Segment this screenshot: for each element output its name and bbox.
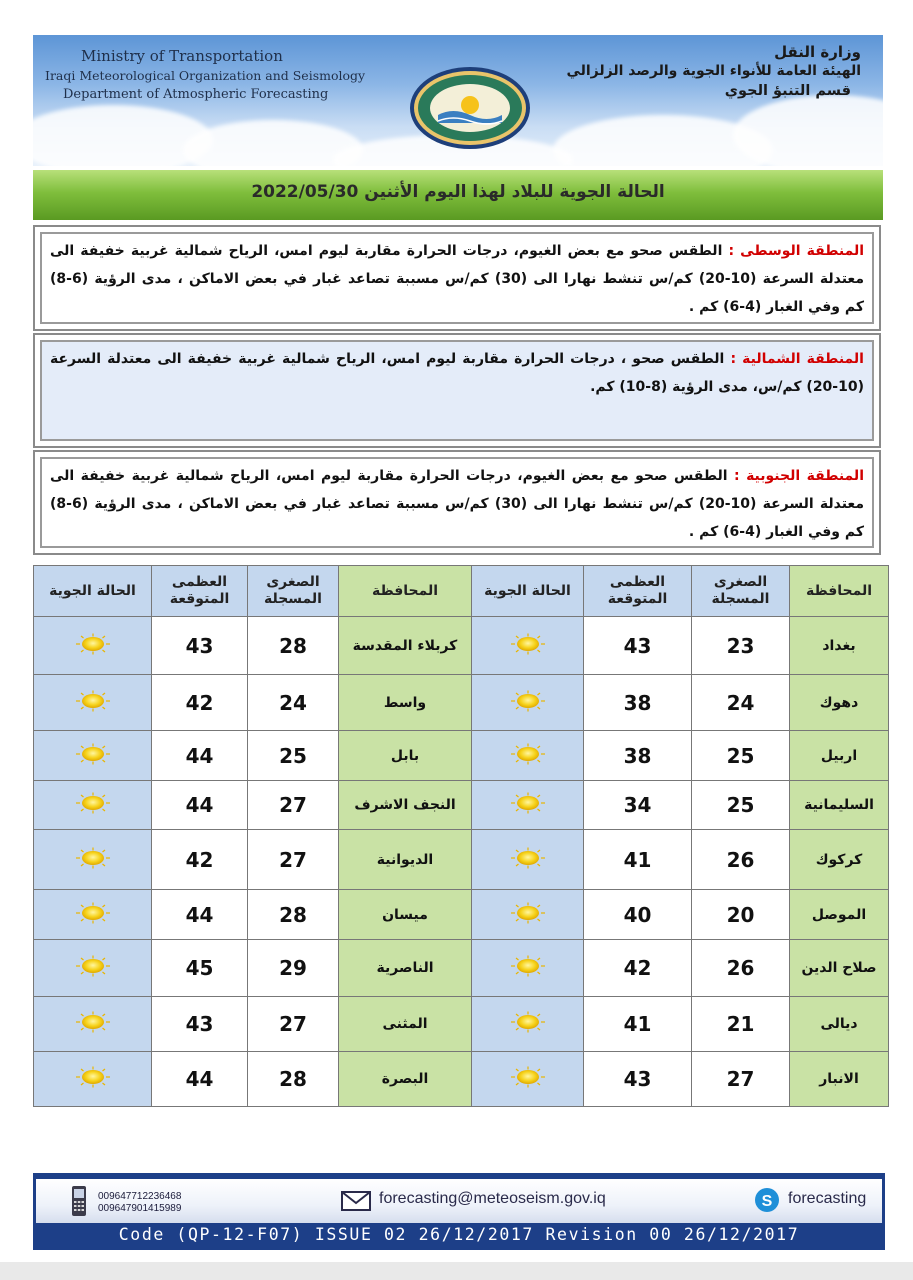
table-row bbox=[34, 940, 889, 997]
governorate-cell: الناصرية bbox=[339, 940, 472, 997]
governorate-cell: كركوك bbox=[790, 830, 889, 890]
min-temp-cell: 27 bbox=[248, 830, 339, 890]
max-temp-cell: 44 bbox=[152, 731, 248, 781]
header-max-right: العظمى المتوقعة bbox=[584, 566, 692, 617]
sun-icon bbox=[508, 799, 548, 818]
governorate-cell: ميسان bbox=[339, 890, 472, 940]
governorate-cell: البصرة bbox=[339, 1052, 472, 1107]
sun-icon bbox=[73, 854, 113, 873]
phone-icon bbox=[71, 1185, 87, 1217]
min-temp-cell: 24 bbox=[248, 675, 339, 731]
skype-handle[interactable]: forecasting bbox=[788, 1190, 867, 1207]
table-row bbox=[34, 781, 889, 830]
min-temp-cell: 28 bbox=[248, 617, 339, 675]
max-temp-cell: 34 bbox=[584, 781, 692, 830]
governorate-cell: واسط bbox=[339, 675, 472, 731]
table-row bbox=[34, 675, 889, 731]
min-temp-cell: 27 bbox=[248, 781, 339, 830]
max-temp-cell: 43 bbox=[584, 1052, 692, 1107]
min-temp-cell: 23 bbox=[692, 617, 790, 675]
min-temp-cell: 27 bbox=[248, 997, 339, 1052]
weather-icon-cell bbox=[472, 781, 584, 830]
min-temp-cell: 26 bbox=[692, 940, 790, 997]
table-row bbox=[34, 1052, 889, 1107]
governorate-cell: الانبار bbox=[790, 1052, 889, 1107]
min-temp-cell: 28 bbox=[248, 1052, 339, 1107]
weather-icon-cell bbox=[472, 617, 584, 675]
min-temp-cell: 25 bbox=[248, 731, 339, 781]
min-temp-cell: 24 bbox=[692, 675, 790, 731]
region-north bbox=[33, 333, 881, 448]
sun-icon bbox=[73, 750, 113, 769]
sun-icon bbox=[508, 640, 548, 659]
table-header-row bbox=[34, 566, 889, 617]
table-row bbox=[34, 617, 889, 675]
header-banner bbox=[33, 35, 883, 166]
weather-icon-cell bbox=[34, 617, 152, 675]
header-min-left: الصغرى المسجلة bbox=[248, 566, 339, 617]
sun-icon bbox=[73, 697, 113, 716]
governorate-cell: بابل bbox=[339, 731, 472, 781]
ministry-name-en: Ministry of Transportation bbox=[81, 47, 283, 65]
max-temp-cell: 41 bbox=[584, 830, 692, 890]
page-edge bbox=[0, 1262, 913, 1280]
phone-numbers bbox=[98, 1191, 181, 1215]
region-label: المنطقة الشمالية : bbox=[730, 351, 864, 367]
sun-icon bbox=[508, 1018, 548, 1037]
header-max-left: العظمى المتوقعة bbox=[152, 566, 248, 617]
sun-icon bbox=[508, 750, 548, 769]
min-temp-cell: 29 bbox=[248, 940, 339, 997]
region-description: الطقس صحو مع بعض الغيوم، درجات الحرارة مقاربة ليوم امس، الرياح شمالية غربية خفيفة الى معتدلة السرعة (10-20) كم/س تنشط نهارا الى (30) كم/س مسببة تصاعد غبار في بعض الاماكن ، مدى الرؤية (6-8) كم وفي الغبار (4-6) كم . bbox=[50, 468, 864, 540]
governorate-cell: صلاح الدين bbox=[790, 940, 889, 997]
sun-icon bbox=[73, 1073, 113, 1092]
table-row bbox=[34, 731, 889, 781]
mail-icon bbox=[341, 1191, 371, 1211]
table-row bbox=[34, 997, 889, 1052]
region-label: المنطقة الجنوبية : bbox=[734, 468, 864, 484]
weather-icon-cell bbox=[34, 675, 152, 731]
weather-icon-cell bbox=[34, 781, 152, 830]
header-min-right: الصغرى المسجلة bbox=[692, 566, 790, 617]
footer bbox=[33, 1173, 885, 1250]
max-temp-cell: 40 bbox=[584, 890, 692, 940]
header-arabic bbox=[566, 43, 861, 99]
header-gov-left: المحافظة bbox=[339, 566, 472, 617]
table-row bbox=[34, 890, 889, 940]
min-temp-cell: 25 bbox=[692, 731, 790, 781]
max-temp-cell: 44 bbox=[152, 890, 248, 940]
sun-icon bbox=[73, 1018, 113, 1037]
max-temp-cell: 43 bbox=[152, 997, 248, 1052]
skype-icon bbox=[754, 1187, 780, 1213]
governorate-cell: المثنى bbox=[339, 997, 472, 1052]
weather-icon-cell bbox=[34, 1052, 152, 1107]
governorate-cell: الموصل bbox=[790, 890, 889, 940]
governorate-cell: الديوانية bbox=[339, 830, 472, 890]
document-code: Code (QP-12-F07) ISSUE 02 26/12/2017 Revision 00 26/12/2017 bbox=[118, 1225, 800, 1244]
governorate-cell: بغداد bbox=[790, 617, 889, 675]
sun-icon bbox=[508, 909, 548, 928]
header-gov-right: المحافظة bbox=[790, 566, 889, 617]
svg-text:S: S bbox=[761, 1193, 773, 1210]
region-central bbox=[33, 225, 881, 331]
sun-icon bbox=[508, 697, 548, 716]
department-name-ar: قسم التنبؤ الجوي bbox=[724, 83, 851, 99]
sun-icon bbox=[508, 1073, 548, 1092]
governorate-cell: النجف الاشرف bbox=[339, 781, 472, 830]
max-temp-cell: 44 bbox=[152, 1052, 248, 1107]
weather-icon-cell bbox=[34, 997, 152, 1052]
region-description: الطقس صحو مع بعض الغيوم، درجات الحرارة مقاربة ليوم امس، الرياح شمالية غربية خفيفة الى معتدلة السرعة (10-20) كم/س تنشط نهارا الى (30) كم/س مسببة تصاعد غبار في بعض الاماكن ، مدى الرؤية (6-8) كم وفي الغبار (4-6) كم . bbox=[50, 243, 864, 315]
weather-icon-cell bbox=[472, 731, 584, 781]
weather-icon-cell bbox=[34, 731, 152, 781]
phone-number: 009647712236468 bbox=[98, 1191, 182, 1202]
sun-icon bbox=[508, 854, 548, 873]
min-temp-cell: 28 bbox=[248, 890, 339, 940]
weather-icon-cell bbox=[34, 890, 152, 940]
min-temp-cell: 26 bbox=[692, 830, 790, 890]
sun-icon bbox=[73, 909, 113, 928]
weather-icon-cell bbox=[472, 940, 584, 997]
weather-icon-cell bbox=[472, 890, 584, 940]
max-temp-cell: 42 bbox=[152, 830, 248, 890]
weather-icon-cell bbox=[472, 997, 584, 1052]
region-description: الطقس صحو ، درجات الحرارة مقاربة ليوم امس، الرياح شمالية غربية خفيفة الى معتدلة السرعة (10-20) كم/س، مدى الرؤية (8-10) كم. bbox=[50, 351, 864, 395]
max-temp-cell: 45 bbox=[152, 940, 248, 997]
sun-icon bbox=[73, 640, 113, 659]
region-label: المنطقة الوسطى : bbox=[728, 243, 865, 259]
header-weather-left: الحالة الجوية bbox=[34, 566, 152, 617]
weather-icon-cell bbox=[472, 1052, 584, 1107]
governorate-cell: ديالى bbox=[790, 997, 889, 1052]
min-temp-cell: 20 bbox=[692, 890, 790, 940]
max-temp-cell: 42 bbox=[152, 675, 248, 731]
governorate-cell: دهوك bbox=[790, 675, 889, 731]
sun-icon bbox=[73, 962, 113, 981]
region-south bbox=[33, 450, 881, 555]
email-address[interactable]: forecasting@meteoseism.gov.iq bbox=[379, 1190, 606, 1207]
weather-icon-cell bbox=[34, 940, 152, 997]
max-temp-cell: 38 bbox=[584, 731, 692, 781]
governorate-cell: السليمانية bbox=[790, 781, 889, 830]
min-temp-cell: 25 bbox=[692, 781, 790, 830]
organization-name-en: Iraqi Meteorological Organization and Seismology bbox=[45, 68, 366, 83]
header-english bbox=[45, 47, 365, 102]
sun-icon bbox=[73, 799, 113, 818]
sun-icon bbox=[508, 962, 548, 981]
max-temp-cell: 38 bbox=[584, 675, 692, 731]
ministry-name-ar: وزارة النقل bbox=[774, 43, 861, 61]
weather-icon-cell bbox=[34, 830, 152, 890]
governorate-cell: اربيل bbox=[790, 731, 889, 781]
weather-icon-cell bbox=[472, 675, 584, 731]
max-temp-cell: 41 bbox=[584, 997, 692, 1052]
organization-logo bbox=[408, 65, 532, 151]
table-row bbox=[34, 830, 889, 890]
weather-icon-cell bbox=[472, 830, 584, 890]
department-name-en: Department of Atmospheric Forecasting bbox=[63, 87, 329, 102]
governorate-cell: كربلاء المقدسة bbox=[339, 617, 472, 675]
phone-number: 009647901415989 bbox=[98, 1203, 182, 1214]
min-temp-cell: 21 bbox=[692, 997, 790, 1052]
max-temp-cell: 43 bbox=[584, 617, 692, 675]
max-temp-cell: 44 bbox=[152, 781, 248, 830]
max-temp-cell: 43 bbox=[152, 617, 248, 675]
title-bar bbox=[33, 170, 883, 220]
organization-name-ar: الهيئة العامة للأنواء الجوية والرصد الزلزالي bbox=[566, 63, 861, 79]
forecast-table bbox=[33, 565, 889, 1107]
header-weather-right: الحالة الجوية bbox=[472, 566, 584, 617]
page-title: الحالة الجوية للبلاد لهذا اليوم الأثنين 2022/05/30 bbox=[251, 182, 665, 202]
min-temp-cell: 27 bbox=[692, 1052, 790, 1107]
max-temp-cell: 42 bbox=[584, 940, 692, 997]
